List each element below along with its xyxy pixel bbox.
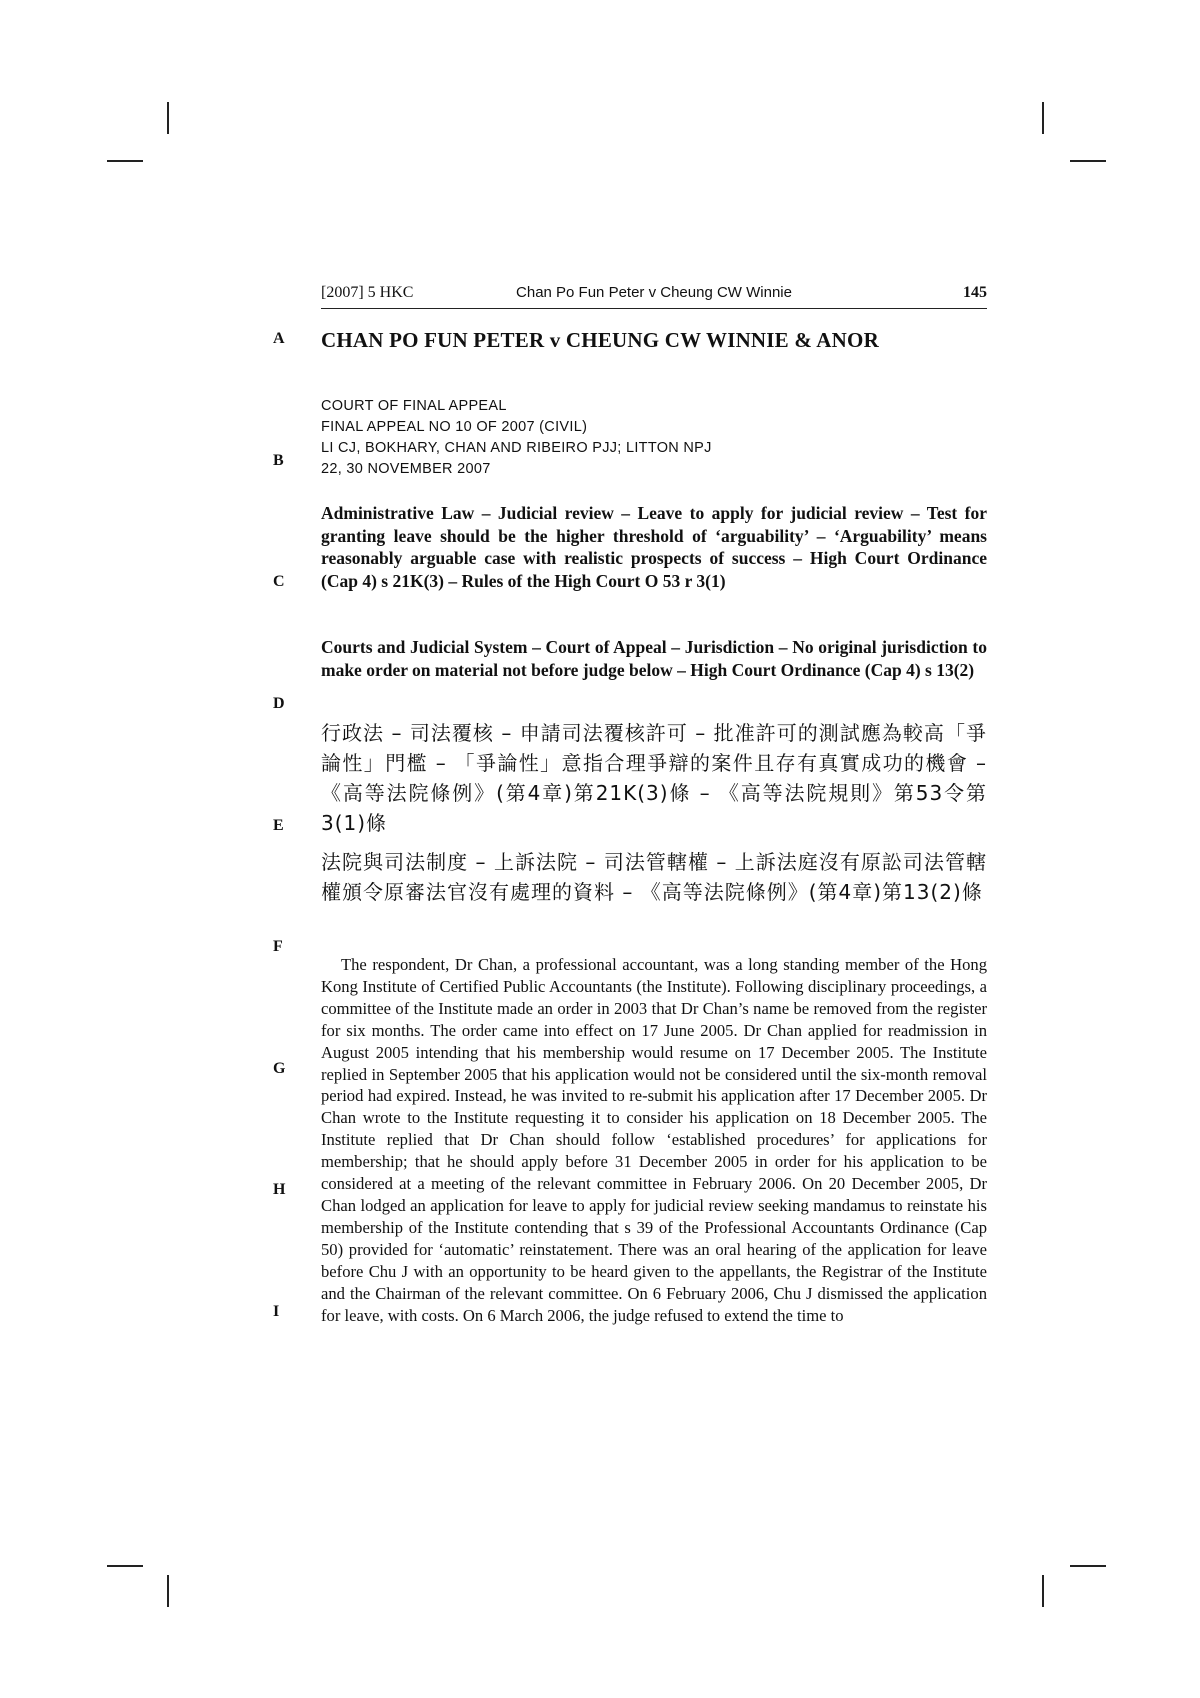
margin-letter-f: F (273, 938, 283, 955)
case-title: CHAN PO FUN PETER v CHEUNG CW WINNIE & ANOR (321, 328, 879, 352)
catchword-administrative-law: Administrative Law – Judicial review – Leave to apply for judicial review – Test for granting leave should be the higher threshold of ‘arguability’ – ‘Arguability’ means reasonably arguable case with realistic prospects of success – High Court Ordinance (Cap 4) s 21K(3) – Rules of the High Court O 53 r 3(1) (321, 503, 987, 591)
catchword-chinese-administrative-law: 行政法 – 司法覆核 – 申請司法覆核許可 – 批准許可的測試應為較高「爭論性」門檻 – 「爭論性」意指合理爭辯的案件且存有真實成功的機會 – 《高等法院條例》(第4章)第21K(3)條 – 《高等法院規則》第53令第3(1)條 (321, 721, 987, 835)
crop-mark-bottom-left-horizontal (107, 1565, 143, 1567)
running-head-title: Chan Po Fun Peter v Cheung CW Winnie (516, 284, 792, 301)
crop-mark-bottom-right-vertical (1042, 1575, 1044, 1607)
crop-mark-bottom-right-horizontal (1070, 1565, 1106, 1567)
margin-letter-i: I (273, 1303, 280, 1320)
hearing-dates: 22, 30 NOVEMBER 2007 (321, 461, 491, 477)
margin-letter-h: H (273, 1181, 286, 1198)
margin-letter-c: C (273, 573, 285, 590)
catchword-chinese-courts-judicial-system: 法院與司法制度 – 上訴法院 – 司法管轄權 – 上訴法庭沒有原訟司法管轄權頒令原審法官沒有處理的資料 – 《高等法院條例》(第4章)第13(2)條 (321, 850, 987, 904)
margin-letter-a: A (273, 330, 285, 347)
crop-mark-top-left-horizontal (107, 160, 143, 162)
crop-mark-top-right-vertical (1042, 102, 1044, 134)
report-citation: [2007] 5 HKC (321, 284, 414, 301)
margin-letter-g: G (273, 1060, 286, 1077)
headnote-body (321, 954, 987, 1326)
margin-letter-d: D (273, 695, 285, 712)
court-name: COURT OF FINAL APPEAL (321, 398, 507, 414)
crop-mark-bottom-left-vertical (167, 1575, 169, 1607)
margin-letter-b: B (273, 452, 284, 469)
margin-letter-e: E (273, 817, 284, 834)
crop-mark-top-right-horizontal (1070, 160, 1106, 162)
running-head (321, 282, 987, 309)
appeal-number: FINAL APPEAL NO 10 OF 2007 (CIVIL) (321, 419, 588, 435)
judges: LI CJ, BOKHARY, CHAN AND RIBEIRO PJJ; LITTON NPJ (321, 440, 712, 456)
headnote-paragraph: The respondent, Dr Chan, a professional accountant, was a long standing member of the Hong Kong Institute of Certified Public Accountants (the Institute). Following disciplinary proceedings, a committee of the Institute made an order in 2003 that Dr Chan’s name be removed from the register for six months. The order came into effect on 17 June 2005. Dr Chan applied for readmission in August 2005 intending that his membership would resume on 17 December 2005. The Institute replied in September 2005 that his application would not be considered until the six-month removal period had expired. Instead, he was invited to re-submit his application after 17 December 2005. Dr Chan wrote to the Institute requesting it to consider his application on 18 December 2005. The Institute replied that Dr Chan should follow ‘established procedures’ for applications for membership; that he should apply before 31 December 2005 in order for his application to be considered at a meeting of the relevant committee in February 2006. On 20 December 2005, Dr Chan lodged an application for leave to apply for judicial review seeking mandamus to reinstate his membership of the Institute contending that s 39 of the Professional Accountants Ordinance (Cap 50) provided for ‘automatic’ reinstatement. There was an oral hearing of the application for leave before Chu J with an opportunity to be heard given to the appellants, the Registrar of the Institute and the Chairman of the relevant committee. On 6 February 2006, Chu J dismissed the application for leave, with costs. On 6 March 2006, the judge refused to extend the time to (321, 955, 987, 1325)
page-number: 145 (963, 284, 987, 301)
court-info (321, 396, 987, 480)
catchword-courts-judicial-system: Courts and Judicial System – Court of Appeal – Jurisdiction – No original jurisdiction to make order on material not before judge below – High Court Ordinance (Cap 4) s 13(2) (321, 637, 987, 680)
crop-mark-top-left-vertical (167, 102, 169, 134)
